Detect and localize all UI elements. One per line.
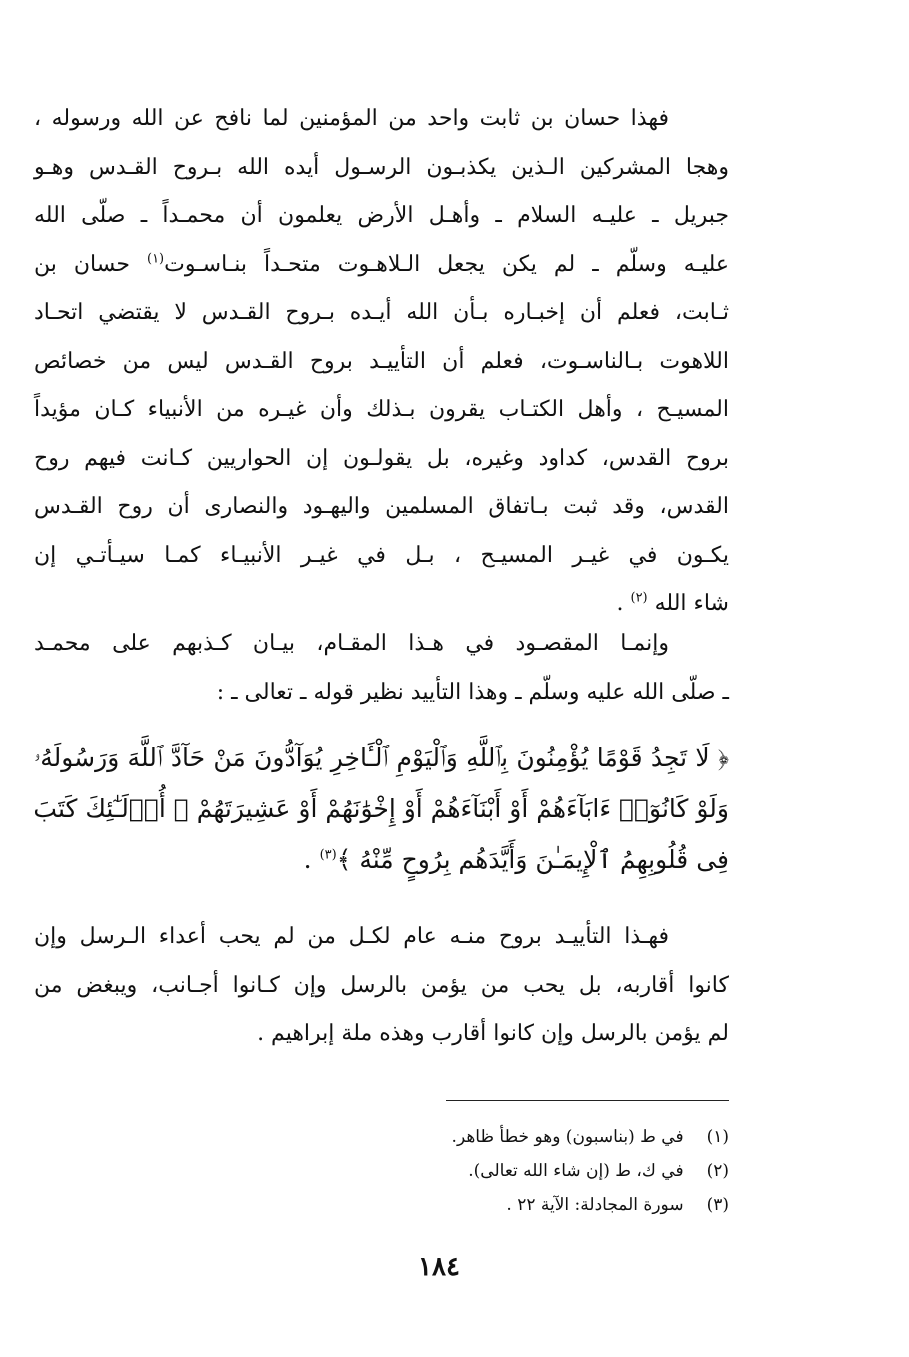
- text-line: بروح القدس، كداود وغيره، بل يقولـون إن الحواريين كـانت فيهم روح: [34, 445, 729, 471]
- paragraph-support: [34, 913, 729, 1059]
- text-line: المسيـح ، وأهل الكتـاب يقرون بـذلك وأن غيـره من الأنبياء كـان مؤيداً: [34, 397, 729, 422]
- verse-line: وَلَوْ كَانُوٓا۟ ءَابَآءَهُمْ أَوْ أَبْنَآءَهُمْ أَوْ إِخْوَٰنَهُمْ أَوْ عَشِيرَتَهُمْ ۚ أُو۟لَـٰٓئِكَ كَتَبَ: [33, 794, 729, 823]
- text-line: وهجا المشركين الـذين يكذبـون الرسـول أيده الله بـروح القـدس وهـو: [34, 154, 729, 180]
- page-number: ١٨٤: [418, 1252, 460, 1282]
- text-line: يكـون في غيـر المسيـح ، بـل في غيـر الأنبيـاء كمـا سيـأتـي إن: [34, 542, 729, 568]
- footnote: [380, 1154, 729, 1188]
- footnote-ref-3: (٣): [319, 847, 337, 863]
- footnote-text: في ك، ط (إن شاء الله تعالى).: [468, 1161, 684, 1181]
- paragraph-hassan: [34, 95, 729, 629]
- paragraph-purpose: [34, 620, 729, 717]
- footnote-number: (٣): [706, 1195, 729, 1215]
- verse-fragment: فِى قُلُوبِهِمُ ٱلْإِيمَـٰنَ وَأَيَّدَهُم بِرُوحٍ مِّنْهُ ﴾: [336, 845, 729, 874]
- verse-line: ﴿ لَا تَجِدُ قَوْمًا يُؤْمِنُونَ بِٱللَّهِ وَٱلْيَوْمِ ٱلْـَٔاخِرِ يُوَآدُّونَ مَنْ حَآدَّ ٱللَّهَ وَرَسُولَهُۥ: [34, 743, 729, 772]
- text-fragment: حسان بن: [34, 251, 130, 277]
- footnote-ref-1: (١): [146, 251, 165, 267]
- text-line: ثـابت، فعلم أن إخبـاره بـأن الله أيـده بـروح القـدس لا يقتضي اتحـاد: [34, 300, 729, 325]
- footnote-divider: [446, 1100, 729, 1101]
- footnote-number: (١): [706, 1127, 729, 1147]
- footnote-text: سورة المجادلة: الآية ٢٢ .: [506, 1195, 684, 1215]
- text-line: ـ صلّى الله عليه وسلّم ـ وهذا التأييد نظير قوله ـ تعالى ـ :: [216, 679, 729, 705]
- text-line: كانوا أقاربه، بل يحب من يؤمن بالرسل وإن كـانوا أجـانب، ويبغض من: [34, 972, 729, 998]
- footnote: [380, 1188, 729, 1222]
- period: .: [616, 591, 624, 616]
- footnote-ref-2: (٢): [630, 590, 648, 606]
- text-line: [34, 241, 729, 290]
- text-line: جبريل ـ عليـه السلام ـ وأهـل الأرض يعلمون أن محمـداً ـ صلّى الله: [34, 203, 729, 228]
- text-line: اللاهوت بـالناسـوت، فعلم أن التأييـد بروح القـدس ليس من خصائص: [34, 348, 729, 374]
- verse-line: [34, 834, 729, 885]
- text-fragment: شاء الله: [654, 591, 729, 616]
- footnotes: [380, 1120, 729, 1222]
- footnote: [380, 1120, 729, 1154]
- footnote-text: في ط (بناسبون) وهو خطأ ظاهر.: [451, 1127, 684, 1147]
- text-line: القدس، وقد ثبت بـاتفاق المسلمين واليهـود والنصارى أن روح القـدس: [34, 494, 729, 519]
- footnote-number: (٢): [706, 1161, 729, 1181]
- text-line: فهـذا التأييـد بروح منـه عام لكـل من لم يحب أعداء الـرسل وإن: [34, 924, 669, 949]
- period: .: [303, 845, 312, 874]
- text-line: فهذا حسان بن ثابت واحد من المؤمنين لما نافح عن الله ورسوله ،: [34, 106, 669, 131]
- text-line: لم يؤمن بالرسل وإن كانوا أقارب وهذه ملة إبراهيم .: [257, 1021, 729, 1046]
- text-line: وإنمـا المقصـود في هـذا المقـام، بيـان كـذبهم على محمـد: [34, 631, 669, 656]
- quran-verse: [34, 732, 729, 885]
- text-fragment: عليـه وسلّم ـ لم يكن يجعل الـلاهـوت متحـداً بنـاسـوت: [164, 251, 729, 277]
